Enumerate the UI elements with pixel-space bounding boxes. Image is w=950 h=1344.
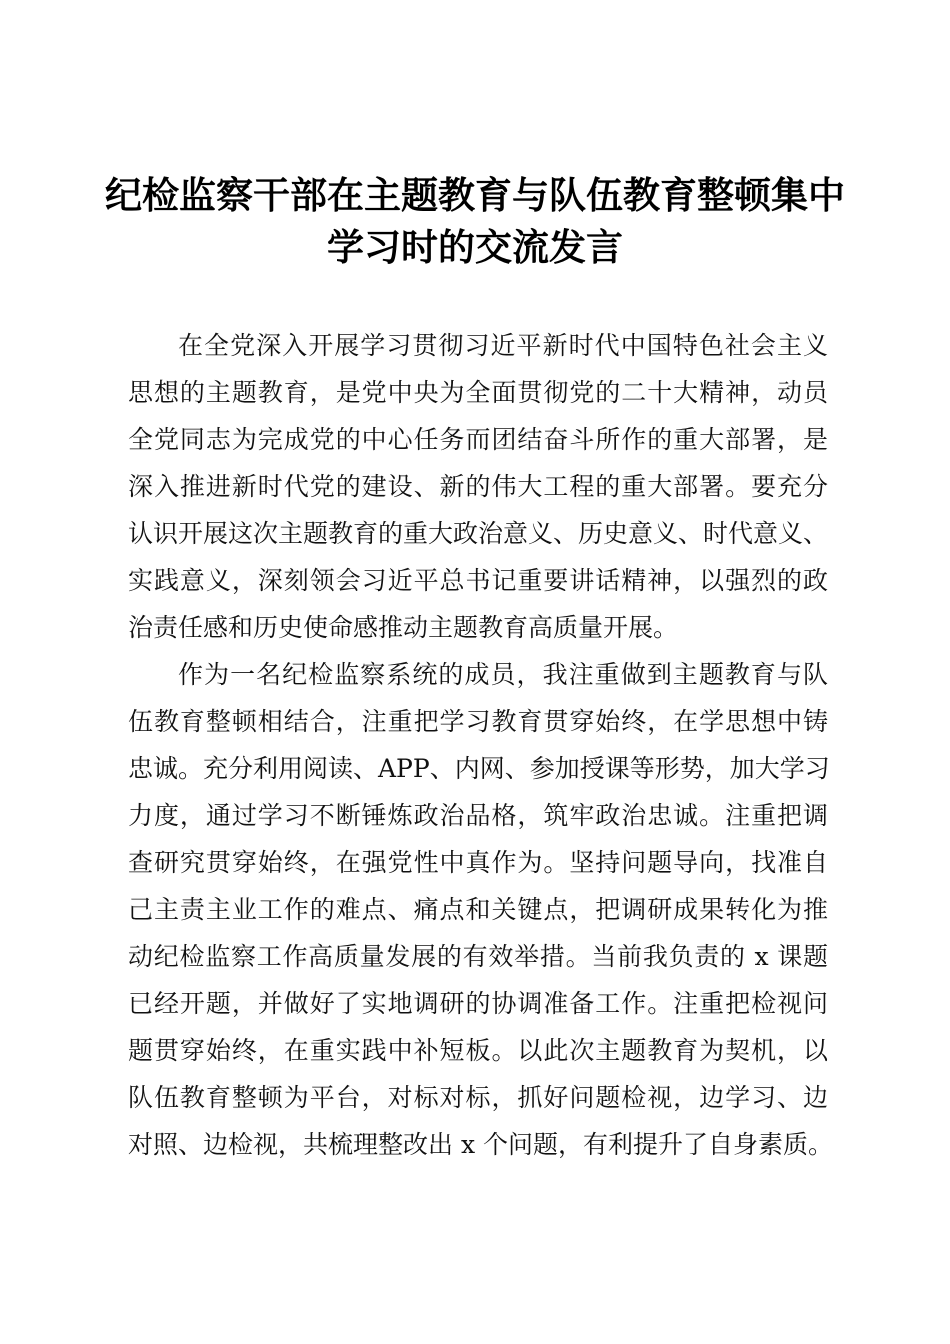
text-line: 伍教育整顿相结合，注重把学习教育贯穿始终，在学思想中铸 (128, 707, 828, 736)
text-line: 队伍教育整顿为平台，对标对标，抓好问题检视，边学习、边 (128, 1083, 828, 1112)
title-line-1: 纪检监察干部在主题教育与队伍教育整顿集中 (105, 174, 845, 217)
paragraph-1 (128, 322, 828, 651)
text-line: 动纪检监察工作高质量发展的有效举措。当前我负责的 x 课题 (128, 942, 828, 971)
document-title (100, 170, 850, 274)
text-line: 己主责主业工作的难点、痛点和关键点，把调研成果转化为推 (128, 895, 828, 924)
text-line: 在全党深入开展学习贯彻习近平新时代中国特色社会主义 (178, 331, 828, 360)
text-line: 忠诚。充分利用阅读、APP、内网、参加授课等形势，加大学习 (128, 754, 830, 783)
document-body (128, 322, 833, 1168)
text-line: 实践意义，深刻领会习近平总书记重要讲话精神，以强烈的政 (128, 566, 828, 595)
title-line-2: 学习时的交流发言 (327, 226, 623, 269)
text-line: 已经开题，并做好了实地调研的协调准备工作。注重把检视问 (128, 989, 828, 1018)
text-line: 深入推进新时代党的建设、新的伟大工程的重大部署。要充分 (128, 472, 828, 501)
text-line: 查研究贯穿始终，在强党性中真作为。坚持问题导向，找准自 (128, 848, 828, 877)
text-line: 认识开展这次主题教育的重大政治意义、历史意义、时代意义、 (128, 519, 829, 548)
text-line: 全党同志为完成党的中心任务而团结奋斗所作的重大部署，是 (128, 425, 828, 454)
text-line: 题贯穿始终，在重实践中补短板。以此次主题教育为契机，以 (128, 1036, 828, 1065)
text-line: 治责任感和历史使命感推动主题教育高质量开展。 (128, 613, 679, 642)
text-line: 思想的主题教育，是党中央为全面贯彻党的二十大精神，动员 (128, 378, 828, 407)
text-line: 作为一名纪检监察系统的成员，我注重做到主题教育与队 (178, 660, 828, 689)
text-line: 力度，通过学习不断锤炼政治品格，筑牢政治忠诚。注重把调 (128, 801, 828, 830)
text-line: 对照、边检视，共梳理整改出 x 个问题，有利提升了自身素质。 (128, 1130, 833, 1159)
paragraph-2 (128, 651, 833, 1168)
